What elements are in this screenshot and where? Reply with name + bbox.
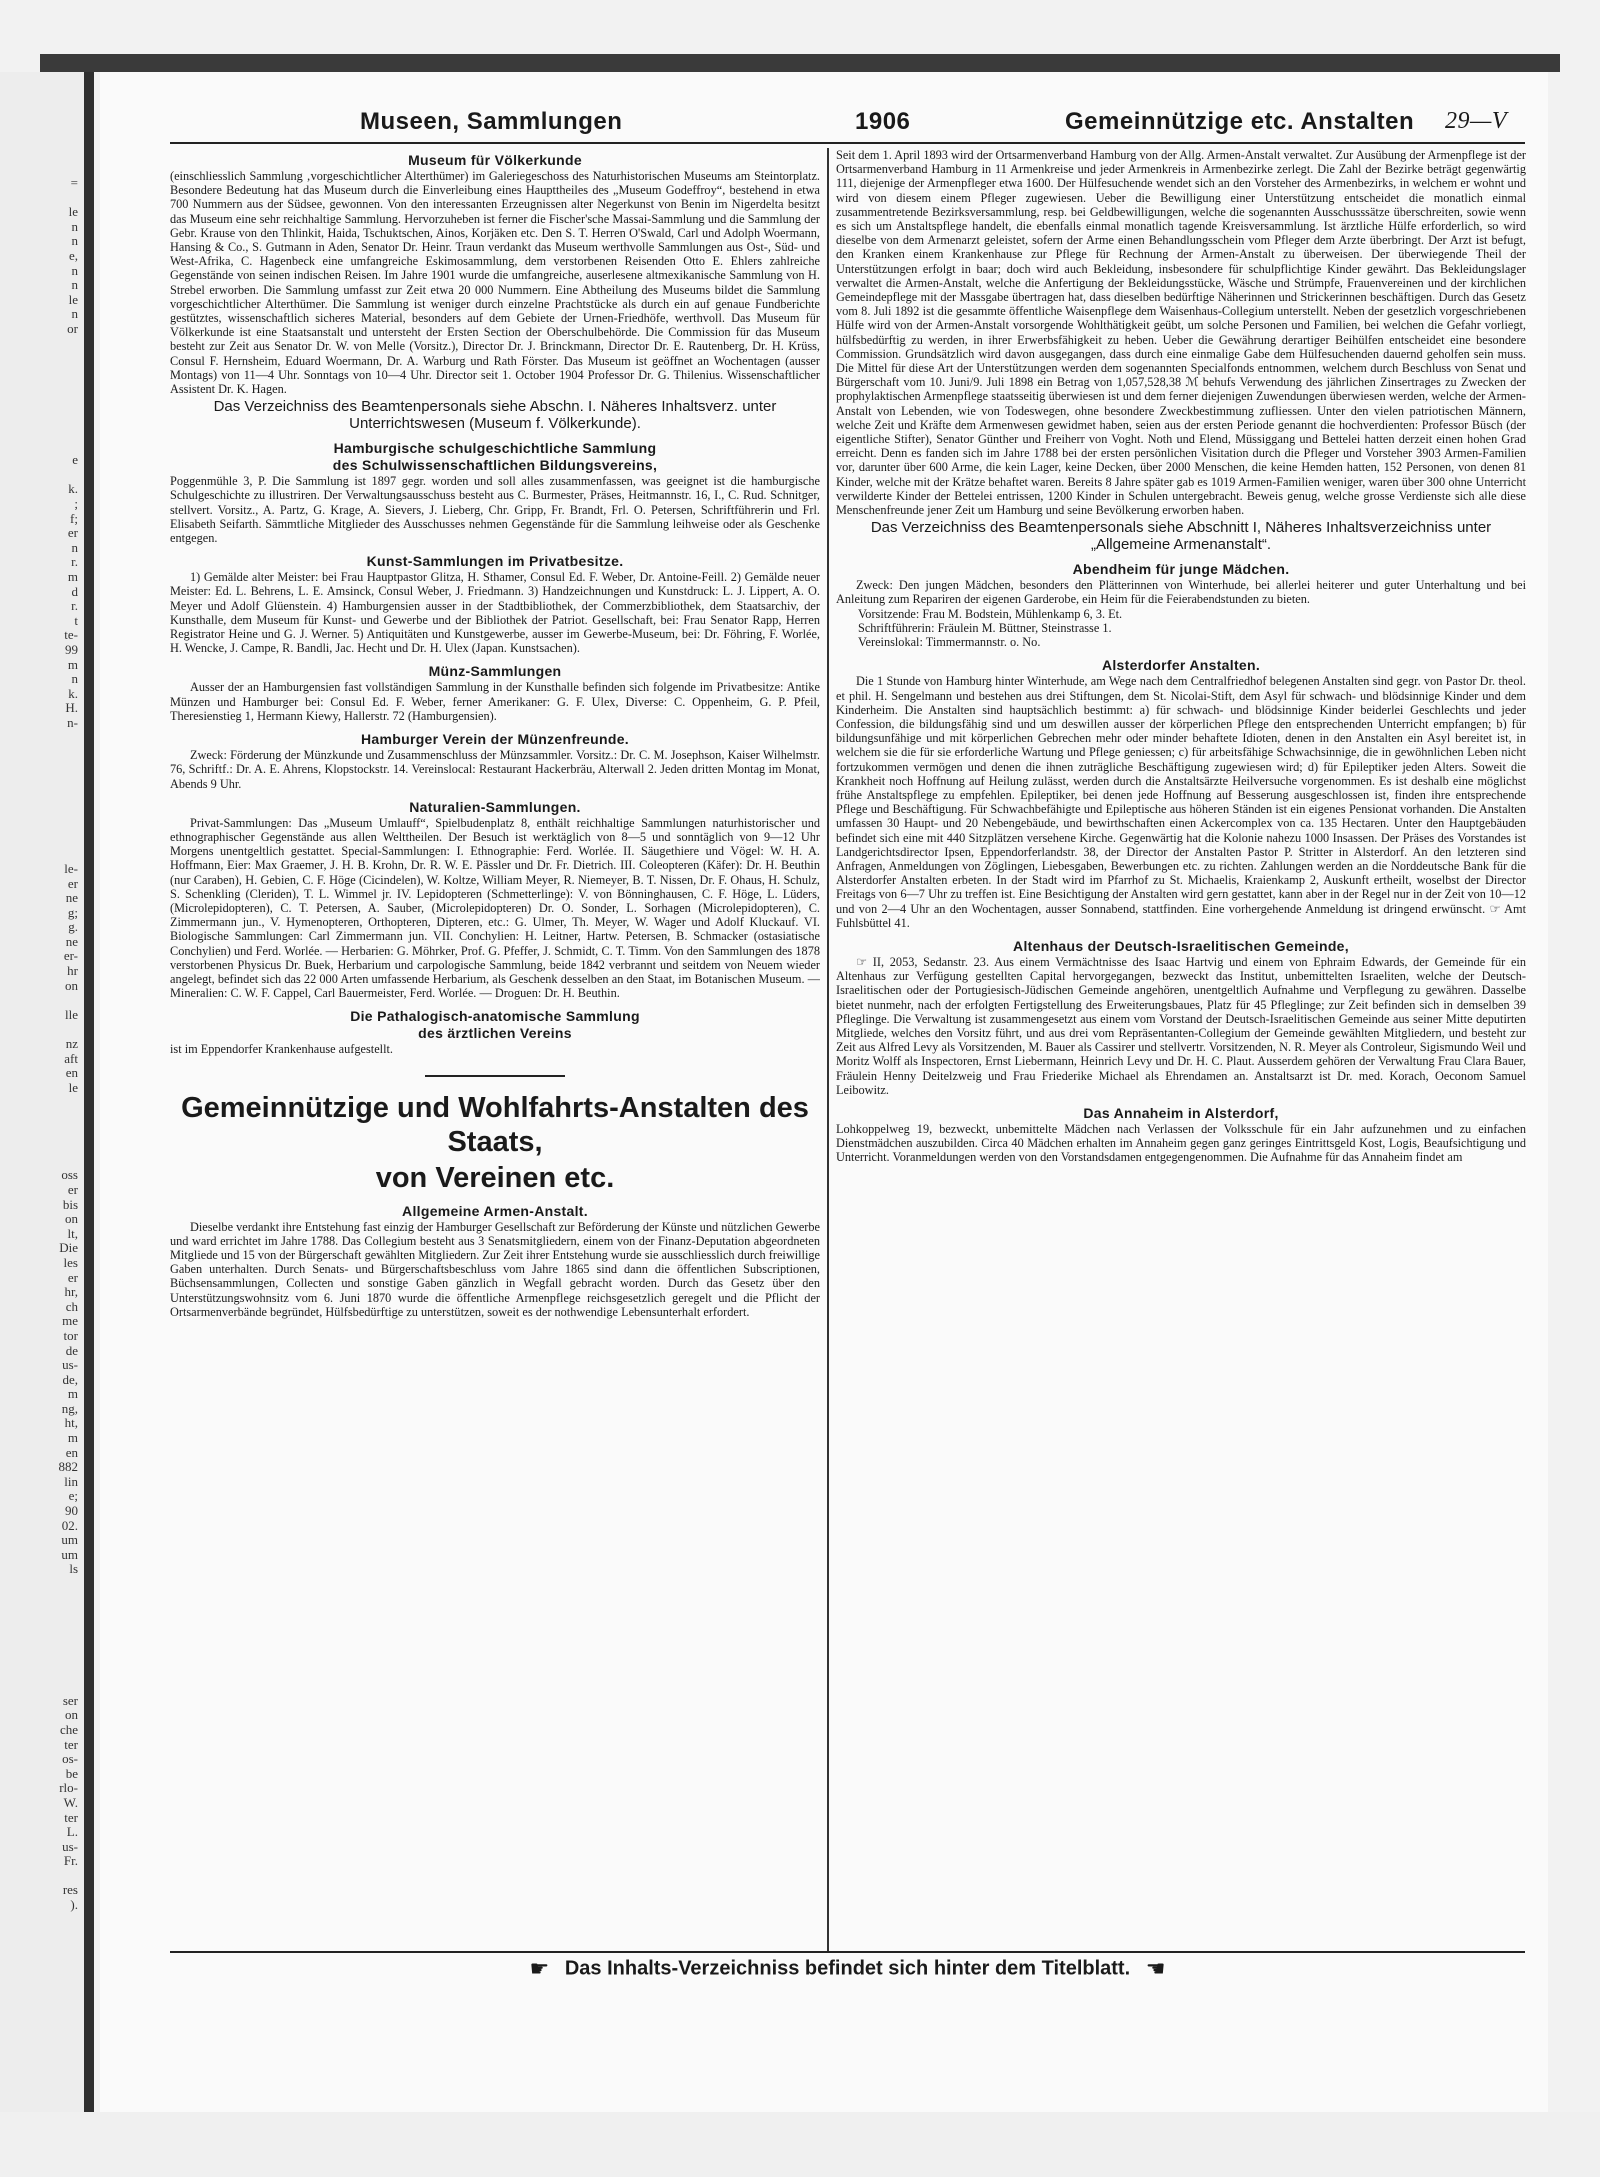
chapter-subtitle: von Vereinen etc. xyxy=(375,1161,615,1194)
section-text: Privat-Sammlungen: Das „Museum Umlauff“, Spielbudenplatz 8, enthält reichhaltige Sammlungen naturhistorischer und ethnographischer Gegenstände aus allen Welttheilen. Der Besuch ist werktäglich von 8—5 und sonntäglich von 9—12 Uhr Morgens unentgeltlich gestattet. Special-Sammlungen: I. Ethnographie: Ferd. Worlée. II. Säugethiere und Vögel: W. H. A. Hoffmann, Eier: Max Graemer, J. H. B. Krohn, Dr. R. W. E. Pässler und Dr. Fr. Dietrich. III. Coleopteren (Käfer): Dr. H. Beuthin (nur Caraben), H. Gebien, C. F. Höge (Cicindelen), W. Koltze, William Meyer, R. Niemeyer, B. T. Nissen, Dr. F. Ohaus, H. Schulz, S. Schenkling (Cleriden), T. L. Wimmel jr. IV. Lepidopteren (Schmetterlinge): V. von Bönninghausen, C. F. Höge, L. Lüders, (Microlepidopteren), C. T. Petersen, A. Sauber, (Microlepidopteren) Dr. O. Sonder, L. Sorhagen (Microlepidopteren), C. Zimmermann jun., V. Hymenopteren, Orthopteren, Dipteren, etc.: G. Ulmer, Th. Meyer, W. Wager und Adolf Kluckauf. VI. Biologische Sammlungen: Carl Zimmermann jun. VII. Conchylien: H. Leitner, Hartw. Petersen, B. Schmacker (ostasiatische Conchylien) und Ferd. Worlée. — Herbarien: G. Möhrker, Prof. G. Pfeffer, J. Schmidt, C. T. Timm. Von den Sammlungen des 1878 verstorbenen Physicus Dr. Buek, Herbarium und carpologische Sammlung, beide 1842 verbrannt und seitdem von Neuem wieder angelegt, befindet sich das 22 000 Arten umfassende Herbarium, als Geschenk desselben an den Staat, im Botanischen Museum. — Mineralien: C. W. F. Cappel, Carl Bauermeister, Ferd. Worlée. — Droguen: Dr. H. Beuthin. xyxy=(170,815,820,1001)
contact-line: Vorsitzende: Frau M. Bodstein, Mühlenkamp 6, 3. Et. xyxy=(858,606,1123,621)
previous-page-margin xyxy=(0,72,84,2112)
header-left: Museen, Sammlungen xyxy=(360,108,623,135)
section-text: (einschliesslich Sammlung ‚vorgeschichtlicher Alterthümer) im Galeriegeschoss des Naturhistorischen Museums am Steintorplatz. Besondere Bedeutung hat das Museum durch die Einverleibung eines Haupttheiles des „Museum Godeffroy“, bestehend in etwa 700 Nummern aus der Südsee, gewonnen. Von den interessanten Erzeugnissen alter Negerkunst von Benin im Nigerdelta besitzt das Museum eine sehr reichhaltige Sammlung. Hervorzuheben ist ferner die Fischer'sche Massai-Sammlung und die Sammlung der Gebr. Krause von den Thlinkit, Haida, Tschuktschen, Ainos, Korjäken etc. Den S. T. Herren O'Swald, Carl und Adolph Woermann, Hansing & Co., S. Gutmann in Aden, Senator Dr. Heinr. Traun verdankt das Museum werthvolle Sammlungen aus Ost-, Süd- und West-Afrika, C. Hagenbeck eine umfangreiche Eskimosammlung, dem verstorbenen Reisenden Otto E. Ehlers zahlreiche Gegenstände von seinen indischen Reisen. Im Jahre 1901 wurde die umfangreiche, auserlesene altmexikanische Sammlung von H. Strebel erworben. Die Sammlung umfasst zur Zeit etwa 20 000 Nummern. Eine Abtheilung des Museums bildet die Sammlung vorgeschichtlicher Alterthümer. Die Sammlung ist weniger durch einzelne Prachtstücke als durch ein auf genaue Fundberichte gestütztes, wissenschaftlich sicheres Material, besonders auf dem Gebiete der Urnen-Friedhöfe, werthvoll. Das Museum für Völkerkunde ist eine Staatsanstalt und untersteht der Ersten Section der Oberschulbehörde. Die Commission für das Museum besteht zur Zeit aus Senator Dr. W. von Melle (Vorsitz.), Director Dr. J. Brinckmann, Director Dr. E. Rautenberg, Dr. H. Krüss, Consul F. Hernsheim, Eduard Woermann, Dr. A. Warburg und Rath Förster. Das Museum ist geöffnet an Wochentagen (ausser Montags) von 11—4 Uhr. Sonntags von 10—4 Uhr. Director seit 1. October 1904 Professor Dr. G. Thilenius. Wissenschaftlicher Assistent Dr. K. Hagen. xyxy=(170,169,820,397)
section-title: Kunst-Sammlungen im Privatbesitze. xyxy=(366,553,624,570)
scan-bottom-margin xyxy=(0,2112,1600,2177)
section-text: Dieselbe verdankt ihre Entstehung fast einzig der Hamburger Gesellschaft zur Beförderung der Künste und nützlichen Gewerbe und ward errichtet im Jahre 1788. Das Collegium besteht aus 3 Senatsmitgliedern, einem von der Finanz-Deputation abgeordneten Mitgliede und 15 von der Bürgerschaft gewählten Mitgliedern. Zur Zeit ihrer Entstehung wurde sie ausschliesslich durch freiwillige Gaben unterhalten. Durch Senats- und Bürgerschaftsbeschluss vom Jahre 1865 sind dann die öffentlichen Subscriptionen, Büchsensammlungen, Collecten und sonstige Gaben gänzlich in Wegfall gebracht worden. Durch das Gesetz über den Unterstützungswohnsitz vom 6. Juni 1870 wurde die öffentliche Armenpflege reichsgesetzlich geregelt und die Pflicht der Ortsarmenverbände begründet, Hülfsbedürftige zu unterstützen, soweit es der nothwendige Lebensunterhalt erfordert. xyxy=(170,1219,820,1319)
section-text: Ausser der an Hamburgensien fast vollständigen Sammlung in der Kunsthalle befinden sich folgende im Privatbesitze: Antike Münzen und Hamburger bei: Consul Ed. F. Weber, ferner Amerikaner: G. F. Ulex, Diverse: C. Oppenheim, G. P. Pfeil, Theresienstieg 1, Hermann Kiewy, Hallerstr. 72 (Hamburgensien). xyxy=(170,680,820,723)
section-title: Alsterdorfer Anstalten. xyxy=(1101,657,1261,674)
column-rule xyxy=(827,148,829,1951)
header-rule xyxy=(170,142,1525,144)
footer-text: Das Inhalts-Verzeichniss befindet sich hinter dem Titelblatt. xyxy=(564,1957,1131,1980)
page-gutter xyxy=(84,72,94,2112)
header-right: Gemeinnützige etc. Anstalten xyxy=(1065,108,1415,135)
section-text: Die 1 Stunde von Hamburg hinter Winterhude, am Wege nach dem Centralfriedhof belegenen Anstalten sind gegr. von Pastor Dr. theol. et phil. H. Sengelmann und bestehen aus drei Stiftungen, dem St. Nicolai-Stift, dem Asyl für schwach- und blödsinnige Kinder und dem Kinderheim. Die Anstalten sind hauptsächlich bestimmt: a) für schwach- und blödsinnige Kinder beiderlei Geschlechts und jeder Confession, die bildungsfähig sind und um deswillen ausser der körperlichen Pflege den entsprechenden Unterricht empfangen; b) für bildungsunfähige und mit körperlichen Gebrechen mehr oder minder behaftete Idioten, denen in den Anstalten ein Asyl bereitet ist, in welchem sie die für sie erforderliche Wartung und Pflege geniessen; c) für arbeitsfähige Schwachsinnige, die in gewöhnlichen Leben nicht fortzukommen vermögen und denen die ihnen zuträgliche Beschäftigung zugewiesen wird; d) für Epileptiker jeden Alters. Soweit die Krankheit noch Hoffnung auf Heilung zulässt, werden durch die Anstaltsärzte Heilversuche vorgenommen. Es ist deshalb eine möglichst frühe Anstaltspflege zu empfehlen. Epileptiker, bei denen jede Hoffnung auf Besserung ausgeschlossen ist, finden ihre entsprechende Pflege und Beschäftigung. Für Schwachbefähigte und Epileptische aus höheren Ständen ist ein eigenes Pensionat vorhanden. Die Anstalten umfassen 30 Haupt- und 20 Nebengebäude, und bewirthschaften einen Ackercomplex von ca. 135 Hectaren. Unter den Hauptgebäuden befindet sich eine mit 440 Sitzplätzen versehene Kirche. Gegenwärtig hat die Kolonie nahezu 1000 Insassen. Der Präses des Vorstandes ist Landgerichtsdirector Ipsen, Eppendorferlandstr. 38, der Director der Anstalten Pastor P. Stritter in Alsterdorf. An den letzteren sind Anfragen, Anmeldungen von Zöglingen, Liebesgaben, Bewerbungen etc. zu richten. Zahlungen werden an die Norddeutsche Bank für die Alsterdorfer Anstalten erbeten. In der Stadt wird im Pfarrhof zu St. Michaelis, Kraienkamp 2, Auskunft ertheilt, woselbst der Director Freitags von 6—7 Uhr zu treffen ist. Eine Besichtigung der Anstalten wird gern gestattet, kann aber in der Regel nur in der Zeit von 10—12 und von 2—4 Uhr an den Wochentagen, ausser Sonnabend, stattfinden. Eine vorhergehende Anmeldung ist dringend erwünscht. ☞ Amt Fuhlsbüttel 41. xyxy=(836,674,1526,930)
previous-page-fragments: = le n n e, n n le n or e k. ; f; er n r. m d r. t te- 99 m n k. H. n- le- er ne g; g. ne er- hr on lle nz aft en le oss er bis on lt, Die les er hr, ch me tor de us- de, m ng, ht, m en 882 lin e; 90 02. um um ls ser on che ter os- be rlo- W. ter L. us- Fr. res ). xyxy=(58,175,78,1913)
divider xyxy=(425,1075,565,1077)
section-text: Poggenmühle 3, P. Die Sammlung ist 1897 gegr. worden und soll alles zusammenfassen, was geeignet ist die hamburgische Schulgeschichte zu illustriren. Der Verwaltungsausschuss besteht aus C. Burmester, Präses, Heitmannstr. 16, I., C. Rud. Schnitger, stellvert. Vorsitz., A. Partz, G. Krage, A. Sievers, J. Lieberg, Chr. Gripp, Fr. Brandt, Frl. O. Petersen, Schriftführerin und Frl. Elisabeth Seifarth. Sämmtliche Mitglieder des Ausschusses nehmen Gegenstände für die Sammlung leihweise oder als Geschenke entgegen. xyxy=(170,474,820,546)
scan-top-edge xyxy=(40,54,1560,72)
footer-rule xyxy=(170,1951,1525,1953)
section-title: Abendheim für junge Mädchen. xyxy=(1072,561,1290,578)
section-title: Münz-Sammlungen xyxy=(428,663,562,680)
section-subtitle: des Schulwissenschaftlichen Bildungsvereins, xyxy=(332,457,658,474)
left-column xyxy=(170,148,820,1319)
section-title: Naturalien-Sammlungen. xyxy=(409,798,581,815)
page-number: 29—V xyxy=(1445,108,1507,134)
pointing-hand-right-icon: ☛ xyxy=(529,1956,550,1981)
section-title: Altenhaus der Deutsch-Israelitischen Gemeinde, xyxy=(1013,937,1349,954)
section-note: Das Verzeichniss des Beamtenpersonals siehe Abschnitt I, Näheres Inhaltsverzeichniss unter „Allgemeine Armenanstalt“. xyxy=(870,519,1492,554)
section-title: Das Annaheim in Alsterdorf, xyxy=(1083,1104,1279,1121)
running-header xyxy=(170,108,1525,138)
section-text: Zweck: Den jungen Mädchen, besonders den Plätterinnen von Winterhude, bei allerlei heiterer und guter Unterhaltung und bei Anleitung zum Repariren der eigenen Garderobe, ein Heim für die Feierabendstunden zu bieten. xyxy=(836,578,1526,607)
section-note: Das Verzeichniss des Beamtenpersonals siehe Abschn. I. Näheres Inhaltsverz. unter Unterrichtswesen (Museum f. Völkerkunde). xyxy=(213,398,777,433)
section-title: Museum für Völkerkunde xyxy=(408,152,582,168)
section-text: Zweck: Förderung der Münzkunde und Zusammenschluss der Münzsammler. Vorsitz.: Dr. C. M. Josephson, Kaiser Wilhelmstr. 76, Schriftf.: Dr. A. E. Ahrens, Klopstockstr. 14. Vereinslocal: Restaurant Hackerbräu, Alterwall 2. Jeden dritten Montag im Monat, Abends 9 Uhr. xyxy=(170,748,820,791)
section-title: Hamburger Verein der Münzenfreunde. xyxy=(361,731,629,748)
section-title: Die Pathalogisch-anatomische Sammlung xyxy=(350,1008,640,1025)
section-title: Hamburgische schulgeschichtliche Sammlung xyxy=(333,440,657,457)
header-year: 1906 xyxy=(855,108,911,135)
contact-line: Schriftführerin: Fräulein M. Büttner, Steinstrasse 1. xyxy=(858,620,1112,635)
section-text: ☞ II, 2053, Sedanstr. 23. Aus einem Vermächtnisse des Isaac Hartvig und einem von Ephraim Edwards, der Gemeinde für ein Altenhaus zur Verfügung gestellten Capital hervorgegangen, bezweckt das Institut, unbemittelten Israeliten, welche der Deutsch-Israelitischen oder der Portugiesisch-Jüdischen Gemeinde angehören, unentgeltlich Aufnahme und Verpflegung zu gewähren. Dasselbe bietet nunmehr, nach der erfolgten Fertigstellung des Erweiterungsbaues, Platz für 45 Pfleglinge; zur Zeit befinden sich in demselben 39 Pfleglinge. Die Verwaltung ist zusammengesetzt aus einem vom Vorstand der Deutsch-Israelitischen Gemeinde aus seiner Mitte deputirten Mitgliede, welches den Vorsitz führt, und aus drei vom Repräsentanten-Collegium der Gemeinde gewählten Mitgliedern, und besteht zur Zeit aus Alfred Levy als Vorsitzenden, M. Bauer als Cassirer und stellvertr. Vorsitzenden, N. R. Meyer als Controleur, Sigismundo Weil und Moritz Wolff als Inspectoren, Ernst Liebermann, Heinrich Levy und Dr. H. C. Plaut. Ausserdem gehören der Verwaltung Frau Clara Bauer, Fräulein Henny Deitelzweig und Frau Friederike Michael als Ehrendamen an. Anstaltsarzt ist Dr. med. Korach, Oeconom Samuel Leibowitz. xyxy=(836,954,1526,1097)
contact-line: Vereinslokal: Timmermannstr. o. No. xyxy=(858,635,1041,650)
section-text: 1) Gemälde alter Meister: bei Frau Hauptpastor Glitza, H. Sthamer, Consul Ed. F. Weber, Dr. Antoine-Feill. 2) Gemälde neuer Meister: Ed. L. Behrens, L. E. Amsinck, Consul Weber, J. Friedmann. 3) Handzeichnungen und Kunstdruck: L. J. Lippert, A. O. Meyer und Adolf Glüenstein. 4) Hamburgensien ausser in der Stadtbibliothek, der Commerzbibliothek, dem Staatsarchiv, der Kunsthalle, dem Museum für Kunst- und Gewerbe und der Bibliothek der Patriot. Gesellschaft, bei: Frau Senator Rapp, Herren Registrator Heine und G. J. Werner. 5) Antiquitäten und Kunstgewerbe, ausser im Gewerbe-Museum, bei: Dr. Föhring, F. Worlée, H. Wencke, J. Campe, R. Bandli, Jac. Hecht und Dr. H. Ulex (Japan. Kunstsachen). xyxy=(170,570,820,656)
right-column xyxy=(836,148,1526,1165)
footer-note xyxy=(170,1956,1525,1982)
document-page xyxy=(100,72,1548,2112)
section-text: Seit dem 1. April 1893 wird der Ortsarmenverband Hamburg von der Allg. Armen-Anstalt verwaltet. Zur Ausübung der Armenpflege ist der Ortsarmenverband Hamburg in 11 Armenkreise und jeder Armenkreis in Armenbezirke zerlegt. Die Zahl der Bezirke beträgt gegenwärtig 111, diejenige der Armenpfleger etwa 1600. Der Hülfesuchende wendet sich an den Vorsteher des Armenbezirks, in welchem er wohnt und wird von diesem einem Pfleger zugewiesen. Ueber die Bewilligung einer Unterstützung entscheidet die monatlich einmal zusammentretende Bezirksversammlung, resp. bei Geldbewilligungen, welche die sogenannten Ausschusssätze überschreiten, sowie wenn es sich um Anstaltspflege handelt, die ebenfalls einmal monatlich tagende Kreisversammlung. Ist ärztliche Hülfe erforderlich, so wird dieselbe von dem Armenarzt geleistet, sofern der Arme einen Behandlungsschein vom Pfleger dem Arzte überbringt. Der Arzt ist befugt, den Kranken einem Krankenhause zur Pflege für Rechnung der Armen-Anstalt zu überweisen. Der überwiegende Theil der Unterstützungen erfolgt in baar; doch wird auch Bekleidung, insbesondere für schulpflichtige Kinder gewährt. Das Bekleidungslager verwaltet die Armen-Anstalt, welche die Anfertigung der Bekleidungsstücke, Wäsche und Strümpfe, Frauenvereinen und der kirchlichen Gemeindepflege mit der Massgabe übertragen hat, dass dieselben bedürftige Näherinnen und Strickerinnen beschäftigen. Durch das Gesetz vom 8. Juli 1892 ist die gesammte öffentliche Waisenpflege dem Waisenhaus-Collegium unterstellt. Neben der gesetzlich vorgeschriebenen Hülfe wird von der Armen-Anstalt vorsorgende Wohlthätigkeit geübt, um solche Personen und Familien, bei welchen die Gefahr vorliegt, hülfsbedürftig zu werden, in ihrer Erwerbsfähigkeit zu heben. Ueber die Gewährung derartiger Beihülfen entscheidet eine besondere Commission. Grundsätzlich wird davon ausgegangen, dass durch eine einmalige Gabe dem Hülfesuchenden dauernd geholfen sein muss. Die Mittel für diese Art der Unterstützungen werden dem sogenannten Specialfonds entnommen, welchem durch Beschluss von Senat und Bürgerschaft vom 10. Juni/9. Juli 1898 ein Betrag von 1,057,528,38 ℳ behufs Verwendung des jährlichen Zinsertrages zu Zwecken der prophylaktischen Armenpflege staatsseitig überwiesen ist und dem ferner diejenigen Zuwendungen überwiesen werden, welche der Armen-Anstalt von Lebenden, wie von Todeswegen, ohne besondere Zweckbestimmung zufliessen. Unter den vielen patriotischen Männern, welche Zeit und Kräfte dem Armenwesen gewidmet haben, seien aus der ersten Periode genannt die hochverdienten: Professor Büsch (der eigentliche Stifter), Senator Günther und Freiherr von Voght. Noth und Elend, Müssiggang und Bettelei hatten derzeit einen hohen Grad erreicht. Denn es fanden sich im Jahre 1788 bei der ersten persönlichen Visitation durch die Pfleger und Vorsteher 3903 Armen-Familien vor, darunter über 600 Arme, die kein Lager, keine Decken, über 2000 Menschen, die keine Hemden hatten, 152 Personen, von denen 81 Kinder, welche mit der Krätze behaftet waren. Bereits 8 Jahre später gab es 1019 Armen-Familien weniger, waren über 300 ohne Unterricht verwilderte Kinder der Bettelei entrissen, 1200 Kinder in Schulen untergebracht. Beweis genug, welche grosse Verdienste sich alle diese Menschenfreunde jener Zeit um Hamburg und seine Bevölkerung erworben haben. xyxy=(836,148,1526,518)
chapter-title: Gemeinnützige und Wohlfahrts-Anstalten des Staats, xyxy=(181,1091,809,1158)
pointing-hand-left-icon: ☚ xyxy=(1145,1956,1166,1981)
section-text: ist im Eppendorfer Krankenhause aufgestellt. xyxy=(170,1042,393,1057)
section-subtitle: des ärztlichen Vereins xyxy=(418,1025,572,1042)
section-text: Lohkoppelweg 19, bezweckt, unbemittelte Mädchen nach Verlassen der Volksschule für ein Jahr aufzunehmen und zu einfachen Dienstmädchen auszubilden. Circa 40 Mädchen erhalten im Annaheim gegen ganz geringes Eintrittsgeld Kost, Logis, Beaufsichtigung und Unterricht. Voranmeldungen werden von den Vorstandsdamen entgegengenommen. Die Aufnahme für das Annaheim findet am xyxy=(836,1121,1526,1165)
section-title: Allgemeine Armen-Anstalt. xyxy=(402,1202,588,1219)
